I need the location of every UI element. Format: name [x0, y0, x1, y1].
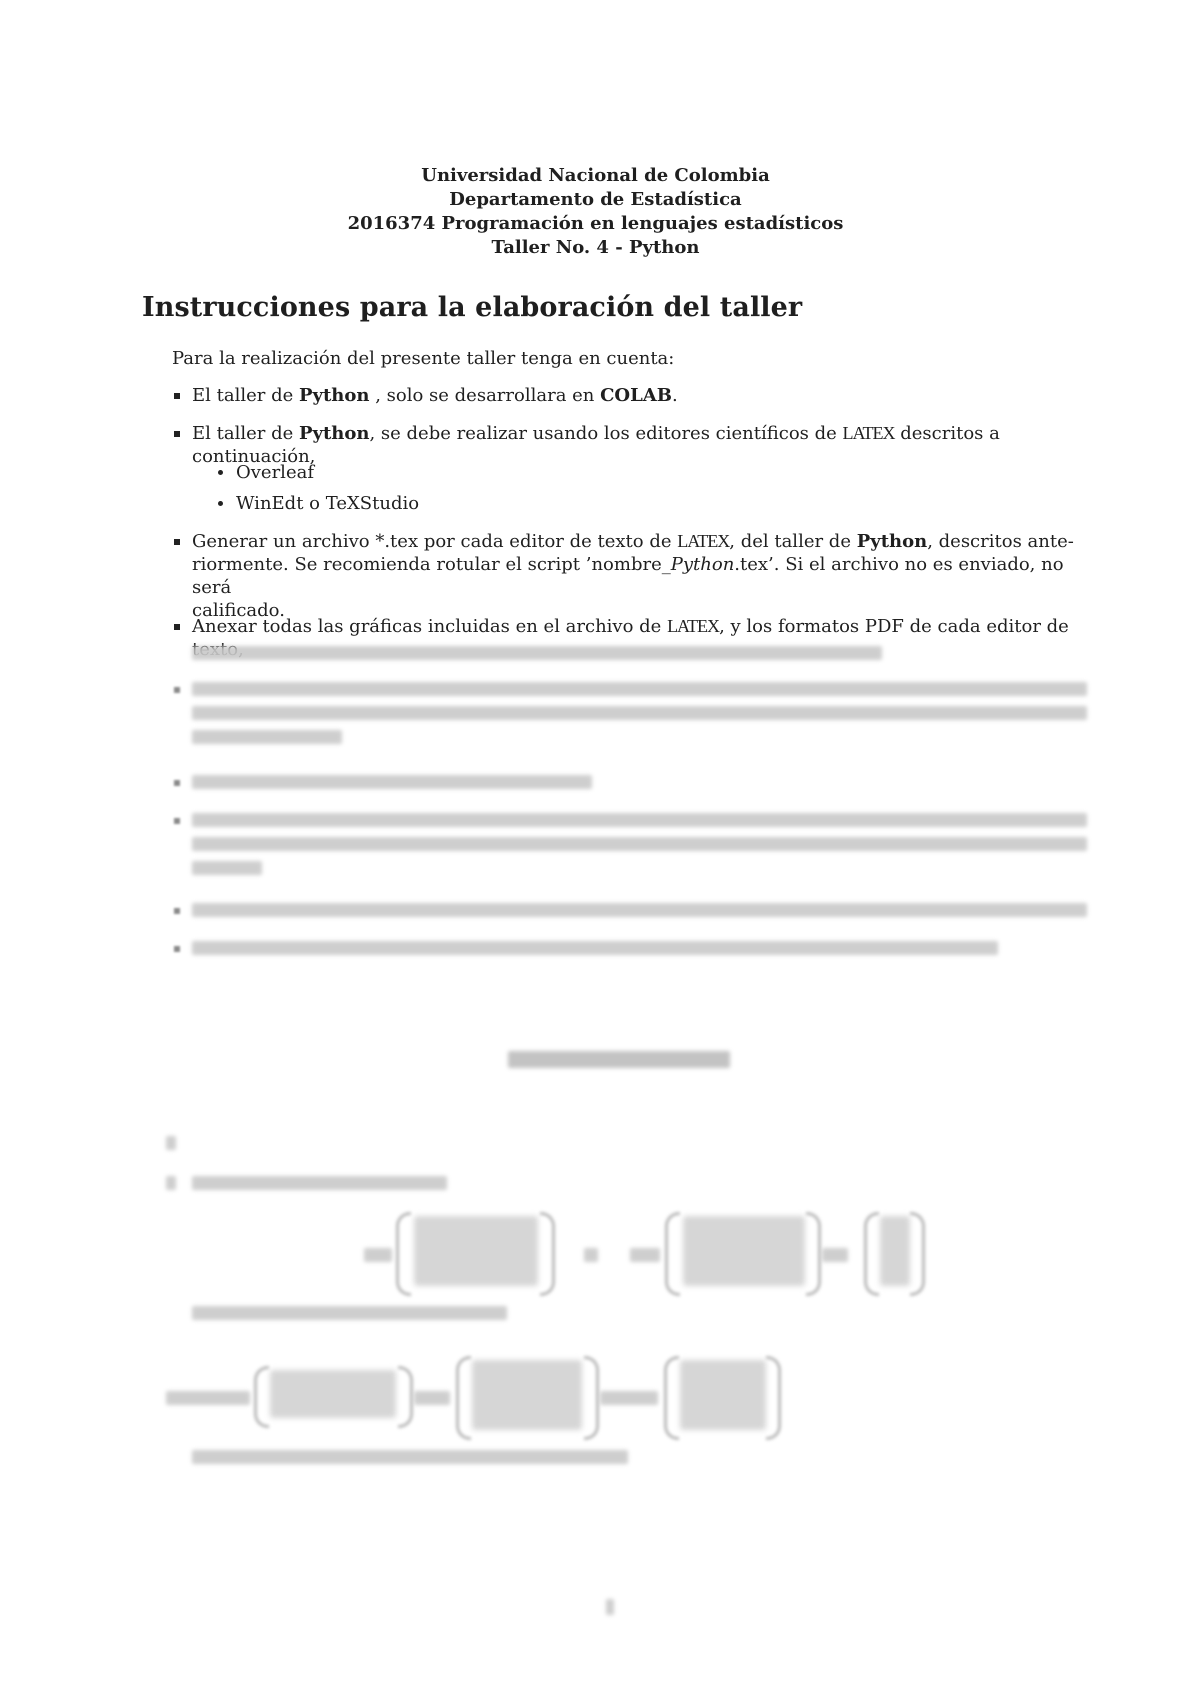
blurred-text-line	[166, 1136, 176, 1150]
matrix-bracket	[456, 1356, 471, 1440]
intro-text: Para la realización del presente taller tenga en cuenta:	[172, 348, 675, 369]
blurred-matrix	[683, 1216, 805, 1286]
university-name: Universidad Nacional de Colombia	[421, 165, 770, 186]
blurred-text-line	[192, 1306, 507, 1320]
page-number	[606, 1599, 614, 1615]
matrix-bracket	[254, 1366, 269, 1428]
bullet-icon	[218, 470, 223, 475]
matrix-bracket	[864, 1212, 879, 1296]
bullet-icon	[174, 818, 180, 824]
matrix-bracket	[766, 1356, 781, 1440]
blurred-text-line	[192, 837, 1087, 851]
editor-sublist	[172, 492, 1092, 515]
blurred-text-line	[584, 1248, 598, 1262]
sublist-item-overleaf: Overleaf	[172, 461, 1092, 484]
blurred-matrix	[880, 1216, 910, 1286]
course-name: 2016374 Programación en lenguajes estadísticos	[347, 213, 844, 234]
bullet-icon	[174, 539, 180, 545]
section-title: Instrucciones para la elaboración del taller	[142, 292, 803, 323]
latex-logo: LATEX	[677, 531, 730, 551]
matrix-bracket	[396, 1212, 411, 1296]
blurred-heading	[508, 1051, 730, 1068]
blurred-text-line	[192, 1176, 447, 1190]
matrix-bracket	[665, 1212, 680, 1296]
blurred-text-line	[166, 1391, 250, 1405]
blurred-text-line	[364, 1248, 392, 1262]
blurred-text-line	[414, 1391, 450, 1405]
matrix-bracket	[584, 1356, 599, 1440]
matrix-bracket	[910, 1212, 925, 1296]
list-item-tex-file: Generar un archivo *.tex por cada editor de texto de LATEX, del taller de Python, descritos ante- riormente. Se recomienda rotular el script ’nombre_Python.tex’. Si el archivo no es enviado, no será calificado.	[172, 530, 1092, 622]
matrix-bracket	[398, 1366, 413, 1428]
blurred-text-line	[192, 730, 342, 744]
blurred-text-line	[192, 706, 1087, 720]
blurred-text-line	[192, 903, 1087, 917]
latex-logo: LATEX	[667, 616, 720, 636]
blurred-text-line	[192, 941, 998, 955]
blurred-text-line	[822, 1248, 848, 1262]
blurred-text-line	[192, 1450, 628, 1464]
matrix-bracket	[664, 1356, 679, 1440]
list-item-colab: El taller de Python , solo se desarrollara en COLAB.	[172, 384, 1092, 407]
editor-sublist	[172, 461, 1092, 484]
blurred-text-line	[192, 646, 882, 660]
blurred-matrix	[414, 1216, 538, 1286]
bullet-icon	[218, 501, 223, 506]
blurred-text-line	[192, 861, 262, 875]
instruction-list	[172, 530, 1092, 622]
list-item-editors: El taller de Python, se debe realizar usando los editores científicos de LATEX descritos a continuación,	[172, 422, 1092, 468]
bullet-icon	[174, 624, 180, 630]
matrix-bracket	[806, 1212, 821, 1296]
sublist-item-winedt: WinEdt o TeXStudio	[172, 492, 1092, 515]
blurred-text-line	[166, 1176, 176, 1190]
blurred-text-line	[630, 1248, 660, 1262]
document-header	[0, 164, 1191, 260]
latex-logo: LATEX	[842, 423, 895, 443]
blurred-text-line	[192, 682, 1087, 696]
instruction-list	[172, 384, 1092, 407]
bullet-icon	[174, 908, 180, 914]
bullet-icon	[174, 687, 180, 693]
bullet-icon	[174, 431, 180, 437]
bullet-icon	[174, 946, 180, 952]
blurred-matrix	[472, 1360, 582, 1430]
list-item-attachments: Anexar todas las gráficas incluidas en el archivo de LATEX, y los formatos PDF de cada editor de	[172, 615, 1092, 661]
blurred-text-line	[600, 1391, 658, 1405]
workshop-title: Taller No. 4 - Python	[491, 237, 700, 258]
bullet-icon	[174, 393, 180, 399]
blurred-matrix	[680, 1360, 766, 1430]
department-name: Departamento de Estadística	[449, 189, 742, 210]
blurred-matrix	[270, 1370, 396, 1418]
blurred-text-line	[192, 813, 1087, 827]
bullet-icon	[174, 780, 180, 786]
blurred-text-line	[192, 775, 592, 789]
matrix-bracket	[540, 1212, 555, 1296]
